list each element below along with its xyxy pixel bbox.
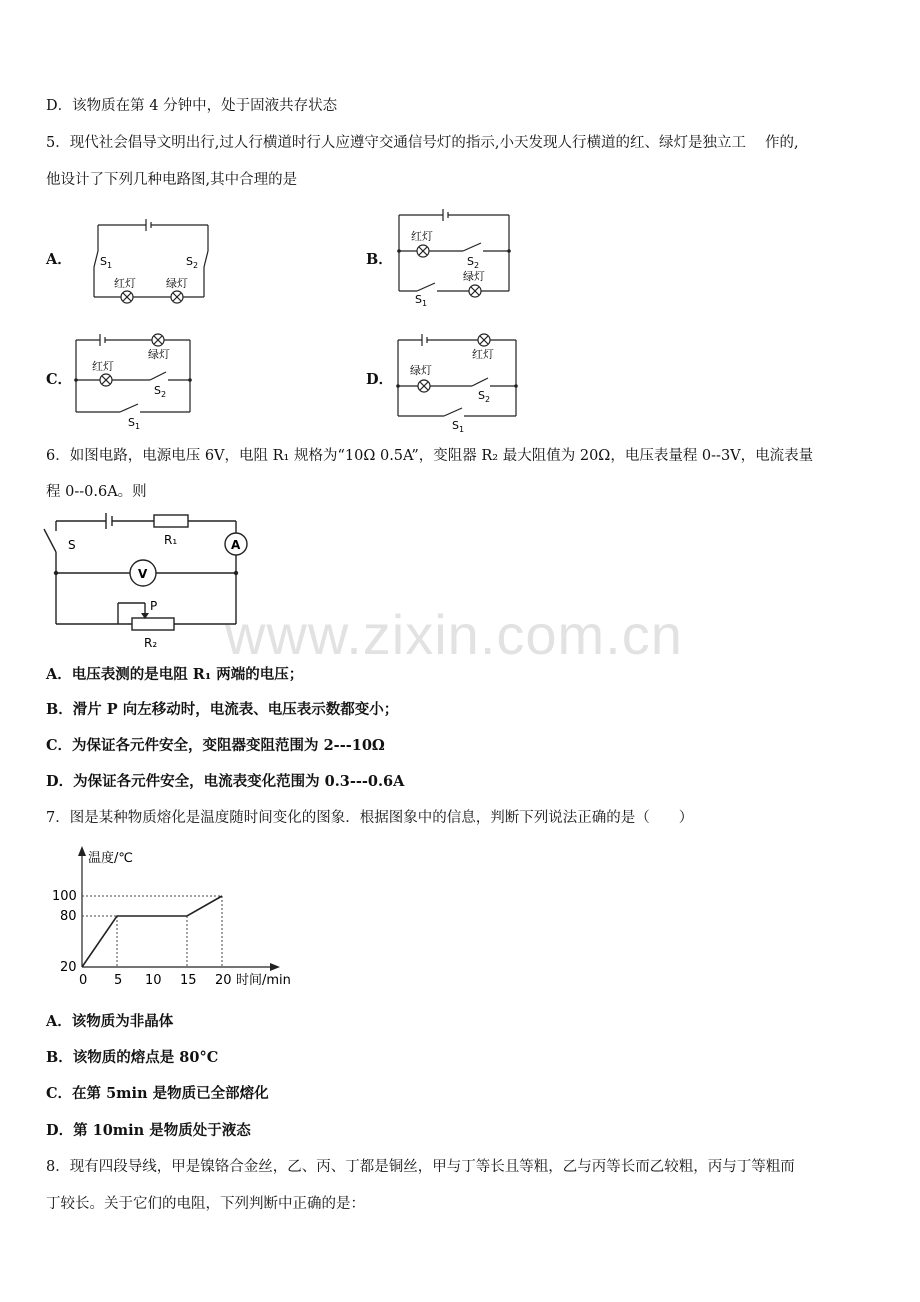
q7-option-c: C．在第 5min 是物质已全部熔化	[46, 1085, 269, 1102]
svg-text:S1	[452, 419, 464, 434]
y-tick-label: 20	[60, 960, 77, 975]
q5-circuit-d	[392, 330, 522, 434]
q6-stem-line1: 6．如图电路，电源电压 6V，电阻 R₁ 规格为“10Ω 0.5A”，变阻器 R₂ 最大阻值为 20Ω，电压表量程 0--3V，电流表量	[46, 448, 814, 464]
svg-text:S1	[128, 416, 140, 431]
q5-label-b: B．	[366, 251, 393, 268]
x-tick-label: 20	[215, 973, 232, 988]
switch-label: S	[100, 255, 107, 268]
x-axis-label: 时间/min	[236, 973, 291, 988]
y-axis-label: 温度/℃	[88, 851, 133, 866]
q6-option-a: A．电压表测的是电阻 R₁ 两端的电压；	[46, 666, 304, 683]
x-tick-label: 10	[145, 973, 162, 988]
x-tick-label: 15	[180, 973, 197, 988]
q7-option-b: B．该物质的熔点是 80°C	[46, 1049, 219, 1066]
red-lamp-label: 红灯	[92, 360, 114, 373]
subscript: 1	[458, 425, 465, 434]
q7-option-a: A．该物质为非晶体	[46, 1013, 174, 1030]
subscript: 2	[192, 261, 199, 270]
q5-stem-line2: 他设计了下列几种电路图,其中合理的是	[46, 172, 298, 188]
r2-label: R₂	[144, 636, 158, 650]
q8-stem-line2: 丁较长。关于它们的电阻，下列判断中正确的是：	[46, 1196, 365, 1212]
q6-option-d: D．为保证各元件安全，电流表变化范围为 0.3---0.6A	[46, 773, 405, 790]
q5-label-d: D．	[366, 371, 394, 388]
q5-circuit-b	[393, 205, 518, 308]
slider-label: P	[150, 599, 158, 613]
x-axis-arrow	[270, 963, 280, 971]
q8-stem-line1: 8．现有四段导线，甲是镍铬合金丝，乙、丙、丁都是铜丝，甲与丁等长且等粗，乙与丙等长而乙较粗，丙与丁等粗而	[46, 1159, 795, 1175]
switch-label: S	[478, 389, 485, 402]
svg-text:S1	[415, 293, 427, 308]
y-tick-label: 80	[60, 909, 77, 924]
q6-stem-line2: 程 0--0.6A。则	[46, 484, 147, 500]
subscript: 2	[473, 261, 480, 270]
green-lamp-label: 绿灯	[148, 348, 170, 361]
q7-option-d: D．第 10min 是物质处于液态	[46, 1122, 251, 1139]
svg-text:S2	[478, 389, 490, 404]
svg-text:S1	[100, 255, 112, 270]
x-tick-label: 0	[79, 973, 88, 988]
switch-label: S	[415, 293, 422, 306]
red-lamp-label: 红灯	[114, 277, 136, 290]
switch-label: S	[128, 416, 135, 429]
green-lamp-label: 绿灯	[410, 364, 432, 377]
q5-stem-line1: 5．现代社会倡导文明出行,过人行横道时行人应遵守交通信号灯的指示,小天发现人行横道的红、绿灯是独立工 作的,	[46, 135, 799, 151]
q4-option-d: D．该物质在第 4 分钟中，处于固液共存状态	[46, 98, 338, 114]
switch-label: S	[467, 255, 474, 268]
switch-label: S	[452, 419, 459, 432]
subscript: 2	[160, 390, 167, 399]
svg-text:S2	[467, 255, 479, 270]
switch-label: S	[68, 538, 76, 552]
q7-temperature-chart	[40, 840, 320, 1000]
switch-label: S	[154, 384, 161, 397]
subscript: 2	[484, 395, 491, 404]
q5-circuit-c	[70, 330, 200, 430]
svg-text:S2	[186, 255, 198, 270]
green-lamp-label: 绿灯	[166, 277, 188, 290]
watermark: www.zixin.com.cn	[225, 603, 683, 666]
subscript: 1	[106, 261, 113, 270]
red-lamp-label: 红灯	[411, 230, 433, 243]
q6-option-b: B．滑片 P 向左移动时，电流表、电压表示数都变小；	[46, 701, 399, 718]
ammeter-label: A	[231, 538, 241, 552]
switch-label: S	[186, 255, 193, 268]
q6-option-c: C．为保证各元件安全，变阻器变阻范围为 2---10Ω	[46, 737, 385, 754]
q7-stem: 7．图是某种物质熔化是温度随时间变化的图象．根据图象中的信息，判断下列说法正确的是（ ）	[46, 810, 694, 826]
y-tick-label: 100	[52, 889, 77, 904]
red-lamp-label: 红灯	[472, 348, 494, 361]
voltmeter-label: V	[138, 567, 148, 581]
subscript: 1	[134, 422, 141, 431]
q5-label-a: A．	[46, 251, 72, 268]
q5-circuit-a	[80, 215, 220, 305]
subscript: 1	[421, 299, 428, 308]
temperature-line	[82, 896, 222, 967]
svg-text:S2	[154, 384, 166, 399]
y-axis-arrow	[78, 846, 86, 856]
green-lamp-label: 绿灯	[463, 270, 485, 283]
x-tick-label: 5	[114, 973, 123, 988]
r1-label: R₁	[164, 533, 178, 547]
q5-label-c: C．	[46, 371, 73, 388]
